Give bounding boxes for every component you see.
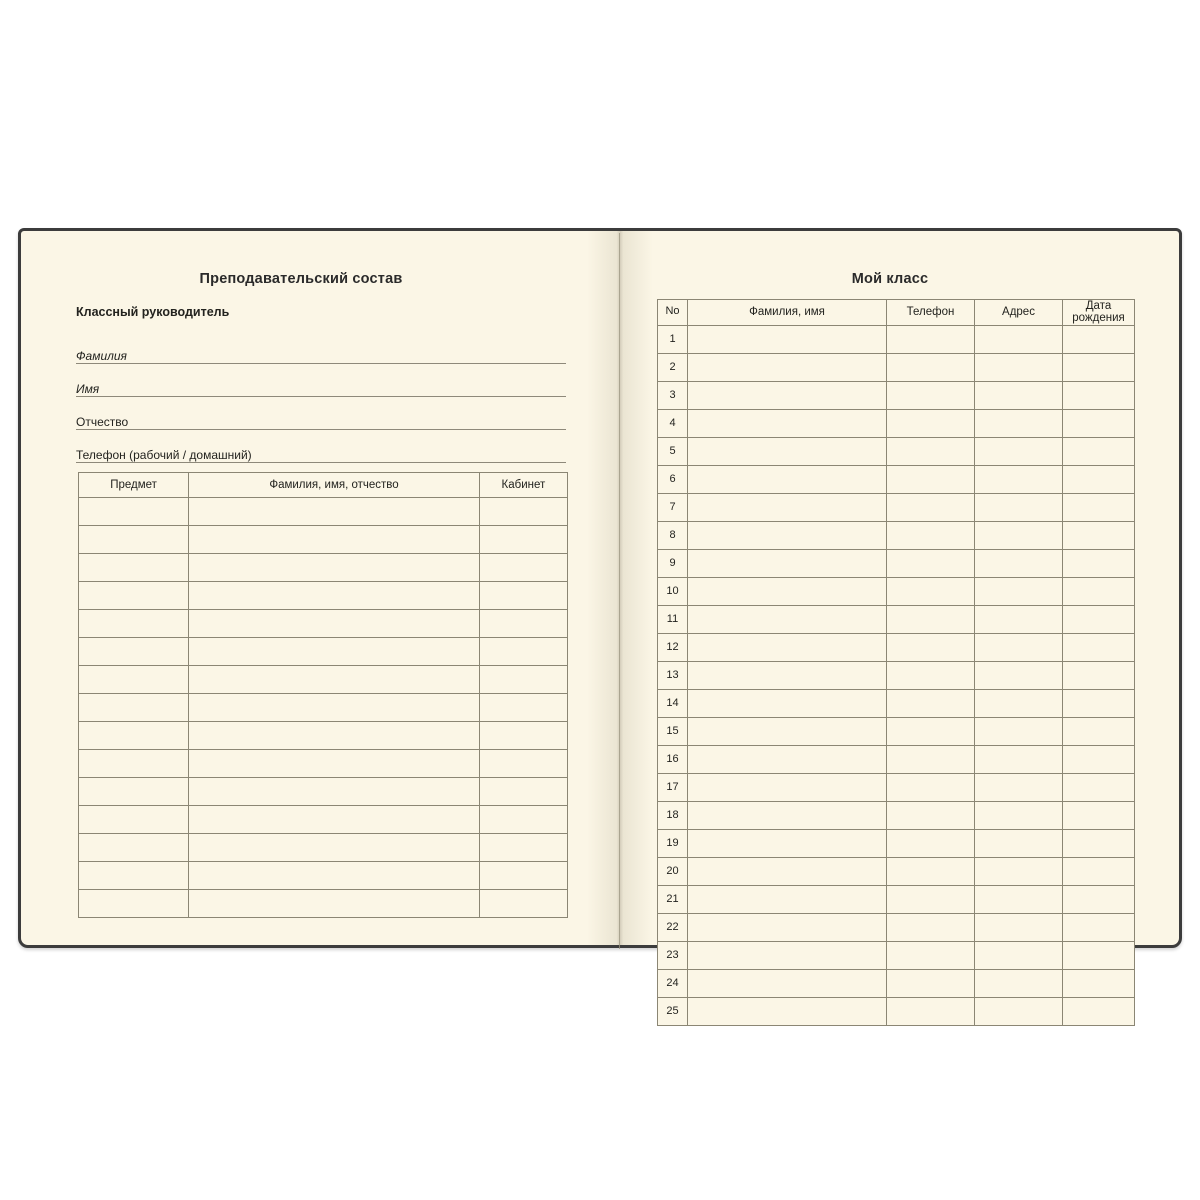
cell-birthdate[interactable]	[1063, 465, 1135, 493]
cell-birthdate[interactable]	[1063, 549, 1135, 577]
cell-name[interactable]	[688, 437, 887, 465]
cell-phone[interactable]	[887, 381, 975, 409]
table-row[interactable]	[79, 610, 568, 638]
cell-name[interactable]	[688, 745, 887, 773]
table-row[interactable]	[79, 750, 568, 778]
table-row[interactable]	[658, 381, 1135, 409]
cell-room[interactable]	[479, 554, 567, 582]
cell-room[interactable]	[479, 694, 567, 722]
class-header-number: No	[658, 300, 688, 326]
cell-number: 14	[658, 689, 688, 717]
cell-subject[interactable]	[79, 554, 189, 582]
cell-birthdate[interactable]	[1063, 969, 1135, 997]
cell-birthdate[interactable]	[1063, 997, 1135, 1025]
class-teacher-fields	[76, 334, 566, 466]
cell-address[interactable]	[975, 773, 1063, 801]
cell-birthdate[interactable]	[1063, 857, 1135, 885]
teachers-table-header-row	[79, 473, 568, 498]
cell-name[interactable]	[688, 885, 887, 913]
cell-number: 16	[658, 745, 688, 773]
spine-fold-line	[619, 233, 620, 949]
cell-phone[interactable]	[887, 829, 975, 857]
cell-number: 24	[658, 969, 688, 997]
table-row[interactable]	[658, 689, 1135, 717]
cell-name[interactable]	[688, 633, 887, 661]
cell-address[interactable]	[975, 689, 1063, 717]
cell-address[interactable]	[975, 381, 1063, 409]
cell-subject[interactable]	[79, 526, 189, 554]
my-class-table	[657, 299, 1135, 1026]
cell-number: 15	[658, 717, 688, 745]
cell-fullname[interactable]	[189, 862, 480, 890]
table-row[interactable]	[658, 577, 1135, 605]
table-row[interactable]	[658, 745, 1135, 773]
cell-room[interactable]	[479, 862, 567, 890]
table-row[interactable]	[658, 857, 1135, 885]
cell-name[interactable]	[688, 997, 887, 1025]
cell-birthdate[interactable]	[1063, 381, 1135, 409]
page-title-left: Преподавательский состав	[199, 271, 403, 287]
table-row[interactable]	[79, 582, 568, 610]
field-rule-firstname	[76, 396, 566, 397]
cell-address[interactable]	[975, 857, 1063, 885]
field-label-phone: Телефон (рабочий / домашний)	[76, 448, 257, 462]
cell-birthdate[interactable]	[1063, 745, 1135, 773]
cell-number: 2	[658, 353, 688, 381]
cell-name[interactable]	[688, 549, 887, 577]
cell-fullname[interactable]	[189, 638, 480, 666]
cell-name[interactable]	[688, 493, 887, 521]
cell-address[interactable]	[975, 521, 1063, 549]
cell-fullname[interactable]	[189, 722, 480, 750]
table-row[interactable]	[658, 829, 1135, 857]
cell-subject[interactable]	[79, 750, 189, 778]
class-header-name: Фамилия, имя	[688, 300, 887, 326]
cell-address[interactable]	[975, 605, 1063, 633]
cell-number: 22	[658, 913, 688, 941]
table-row[interactable]	[658, 465, 1135, 493]
field-label-firstname: Имя	[76, 382, 104, 396]
cell-address[interactable]	[975, 885, 1063, 913]
table-row[interactable]	[79, 806, 568, 834]
table-row[interactable]	[658, 661, 1135, 689]
table-row[interactable]	[79, 722, 568, 750]
cell-phone[interactable]	[887, 801, 975, 829]
cell-phone[interactable]	[887, 913, 975, 941]
table-row[interactable]	[658, 885, 1135, 913]
cell-number: 18	[658, 801, 688, 829]
cell-phone[interactable]	[887, 605, 975, 633]
cell-fullname[interactable]	[189, 610, 480, 638]
cell-birthdate[interactable]	[1063, 605, 1135, 633]
table-row[interactable]	[79, 694, 568, 722]
table-row[interactable]	[658, 353, 1135, 381]
cell-number: 6	[658, 465, 688, 493]
table-row[interactable]	[658, 801, 1135, 829]
cell-subject[interactable]	[79, 806, 189, 834]
table-row[interactable]	[79, 526, 568, 554]
cell-address[interactable]	[975, 465, 1063, 493]
field-row-patronymic[interactable]	[76, 400, 566, 433]
cell-address[interactable]	[975, 969, 1063, 997]
cell-phone[interactable]	[887, 857, 975, 885]
cell-address[interactable]	[975, 549, 1063, 577]
cell-phone[interactable]	[887, 577, 975, 605]
cell-number: 1	[658, 325, 688, 353]
cell-phone[interactable]	[887, 689, 975, 717]
cell-address[interactable]	[975, 941, 1063, 969]
cell-name[interactable]	[688, 409, 887, 437]
cell-name[interactable]	[688, 605, 887, 633]
cell-number: 3	[658, 381, 688, 409]
cell-birthdate[interactable]	[1063, 577, 1135, 605]
cell-birthdate[interactable]	[1063, 885, 1135, 913]
cell-number: 21	[658, 885, 688, 913]
table-row[interactable]	[658, 717, 1135, 745]
cell-name[interactable]	[688, 857, 887, 885]
cell-name[interactable]	[688, 521, 887, 549]
cell-fullname[interactable]	[189, 806, 480, 834]
cell-address[interactable]	[975, 997, 1063, 1025]
cell-birthdate[interactable]	[1063, 941, 1135, 969]
cell-phone[interactable]	[887, 409, 975, 437]
right-page	[620, 231, 1179, 1018]
cell-phone[interactable]	[887, 465, 975, 493]
page-title-right: Мой класс	[851, 271, 929, 287]
cell-name[interactable]	[688, 969, 887, 997]
cell-phone[interactable]	[887, 997, 975, 1025]
cell-birthdate[interactable]	[1063, 633, 1135, 661]
cell-phone[interactable]	[887, 325, 975, 353]
cell-fullname[interactable]	[189, 890, 480, 918]
cell-name[interactable]	[688, 577, 887, 605]
class-table-body	[658, 325, 1135, 1025]
cell-address[interactable]	[975, 717, 1063, 745]
cell-phone[interactable]	[887, 633, 975, 661]
cell-address[interactable]	[975, 493, 1063, 521]
cell-phone[interactable]	[887, 941, 975, 969]
cell-address[interactable]	[975, 577, 1063, 605]
cell-fullname[interactable]	[189, 582, 480, 610]
field-rule-surname	[76, 363, 566, 364]
cell-subject[interactable]	[79, 694, 189, 722]
cell-room[interactable]	[479, 638, 567, 666]
left-page	[21, 231, 620, 945]
cell-address[interactable]	[975, 325, 1063, 353]
table-row[interactable]	[79, 834, 568, 862]
cell-subject[interactable]	[79, 582, 189, 610]
cell-birthdate[interactable]	[1063, 717, 1135, 745]
cell-name[interactable]	[688, 661, 887, 689]
table-row[interactable]	[658, 941, 1135, 969]
class-header-address: Адрес	[975, 300, 1063, 326]
open-notebook	[18, 228, 1182, 1018]
cell-birthdate[interactable]	[1063, 913, 1135, 941]
cell-room[interactable]	[479, 778, 567, 806]
cell-birthdate[interactable]	[1063, 521, 1135, 549]
cell-address[interactable]	[975, 745, 1063, 773]
cell-number: 20	[658, 857, 688, 885]
table-row[interactable]	[658, 605, 1135, 633]
cell-subject[interactable]	[79, 610, 189, 638]
cell-address[interactable]	[975, 353, 1063, 381]
table-row[interactable]	[658, 969, 1135, 997]
cell-number: 9	[658, 549, 688, 577]
table-row[interactable]	[658, 521, 1135, 549]
table-row[interactable]	[79, 862, 568, 890]
teachers-header-subject: Предмет	[79, 473, 189, 498]
cell-name[interactable]	[688, 829, 887, 857]
cell-subject[interactable]	[79, 666, 189, 694]
cell-number: 10	[658, 577, 688, 605]
class-header-phone: Телефон	[887, 300, 975, 326]
cell-fullname[interactable]	[189, 526, 480, 554]
cell-phone[interactable]	[887, 437, 975, 465]
cell-room[interactable]	[479, 806, 567, 834]
table-row[interactable]	[658, 913, 1135, 941]
cell-phone[interactable]	[887, 661, 975, 689]
cell-birthdate[interactable]	[1063, 801, 1135, 829]
cell-room[interactable]	[479, 722, 567, 750]
cell-phone[interactable]	[887, 521, 975, 549]
cell-address[interactable]	[975, 633, 1063, 661]
teachers-table-body	[79, 498, 568, 918]
cell-number: 23	[658, 941, 688, 969]
cell-number: 13	[658, 661, 688, 689]
cell-phone[interactable]	[887, 773, 975, 801]
cell-subject[interactable]	[79, 778, 189, 806]
table-row[interactable]	[658, 325, 1135, 353]
table-row[interactable]	[658, 493, 1135, 521]
cell-number: 17	[658, 773, 688, 801]
cell-subject[interactable]	[79, 834, 189, 862]
table-row[interactable]	[658, 997, 1135, 1025]
class-header-birthdate: Дата рождения	[1063, 300, 1135, 326]
cell-name[interactable]	[688, 913, 887, 941]
cell-fullname[interactable]	[189, 666, 480, 694]
cell-fullname[interactable]	[189, 498, 480, 526]
teachers-table	[78, 472, 568, 918]
cell-room[interactable]	[479, 498, 567, 526]
cell-name[interactable]	[688, 465, 887, 493]
teachers-header-room: Кабинет	[479, 473, 567, 498]
table-row[interactable]	[79, 554, 568, 582]
cell-fullname[interactable]	[189, 750, 480, 778]
cell-name[interactable]	[688, 689, 887, 717]
field-rule-phone	[76, 462, 566, 463]
class-teacher-label: Классный руководитель	[76, 305, 230, 319]
cell-phone[interactable]	[887, 969, 975, 997]
cell-subject[interactable]	[79, 498, 189, 526]
cell-phone[interactable]	[887, 717, 975, 745]
cell-birthdate[interactable]	[1063, 829, 1135, 857]
class-table-header-row	[658, 300, 1135, 326]
cell-phone[interactable]	[887, 745, 975, 773]
table-row[interactable]	[79, 890, 568, 918]
cell-address[interactable]	[975, 409, 1063, 437]
cell-birthdate[interactable]	[1063, 773, 1135, 801]
table-row[interactable]	[658, 633, 1135, 661]
cell-phone[interactable]	[887, 549, 975, 577]
cell-address[interactable]	[975, 437, 1063, 465]
cell-name[interactable]	[688, 325, 887, 353]
cell-address[interactable]	[975, 801, 1063, 829]
cell-phone[interactable]	[887, 353, 975, 381]
cell-room[interactable]	[479, 666, 567, 694]
cell-name[interactable]	[688, 353, 887, 381]
cell-birthdate[interactable]	[1063, 661, 1135, 689]
cell-subject[interactable]	[79, 638, 189, 666]
cell-number: 5	[658, 437, 688, 465]
cell-fullname[interactable]	[189, 778, 480, 806]
cell-birthdate[interactable]	[1063, 689, 1135, 717]
cell-name[interactable]	[688, 717, 887, 745]
field-label-surname: Фамилия	[76, 349, 132, 363]
cell-number: 12	[658, 633, 688, 661]
cell-birthdate[interactable]	[1063, 325, 1135, 353]
cell-phone[interactable]	[887, 493, 975, 521]
table-row[interactable]	[79, 778, 568, 806]
cell-room[interactable]	[479, 750, 567, 778]
cell-address[interactable]	[975, 829, 1063, 857]
cell-phone[interactable]	[887, 885, 975, 913]
cell-address[interactable]	[975, 913, 1063, 941]
cell-fullname[interactable]	[189, 834, 480, 862]
cell-room[interactable]	[479, 582, 567, 610]
cell-number: 8	[658, 521, 688, 549]
cell-name[interactable]	[688, 801, 887, 829]
field-rule-patronymic	[76, 429, 566, 430]
cell-subject[interactable]	[79, 722, 189, 750]
teachers-header-fullname: Фамилия, имя, отчество	[189, 473, 480, 498]
cell-name[interactable]	[688, 381, 887, 409]
table-row[interactable]	[658, 437, 1135, 465]
cell-number: 4	[658, 409, 688, 437]
field-row-surname[interactable]	[76, 334, 566, 367]
cell-birthdate[interactable]	[1063, 353, 1135, 381]
field-label-patronymic: Отчество	[76, 415, 133, 429]
table-row[interactable]	[79, 638, 568, 666]
table-row[interactable]	[79, 498, 568, 526]
table-row[interactable]	[79, 666, 568, 694]
cell-name[interactable]	[688, 941, 887, 969]
field-row-phone[interactable]	[76, 433, 566, 466]
table-row[interactable]	[658, 409, 1135, 437]
table-row[interactable]	[658, 549, 1135, 577]
cell-fullname[interactable]	[189, 694, 480, 722]
cell-birthdate[interactable]	[1063, 437, 1135, 465]
cell-fullname[interactable]	[189, 554, 480, 582]
cell-room[interactable]	[479, 610, 567, 638]
cell-subject[interactable]	[79, 862, 189, 890]
cell-subject[interactable]	[79, 890, 189, 918]
cell-birthdate[interactable]	[1063, 409, 1135, 437]
cell-number: 7	[658, 493, 688, 521]
cell-room[interactable]	[479, 834, 567, 862]
cell-number: 11	[658, 605, 688, 633]
cell-room[interactable]	[479, 890, 567, 918]
cell-number: 25	[658, 997, 688, 1025]
cell-name[interactable]	[688, 773, 887, 801]
cell-birthdate[interactable]	[1063, 493, 1135, 521]
cell-address[interactable]	[975, 661, 1063, 689]
cell-number: 19	[658, 829, 688, 857]
field-row-firstname[interactable]	[76, 367, 566, 400]
table-row[interactable]	[658, 773, 1135, 801]
cell-room[interactable]	[479, 526, 567, 554]
